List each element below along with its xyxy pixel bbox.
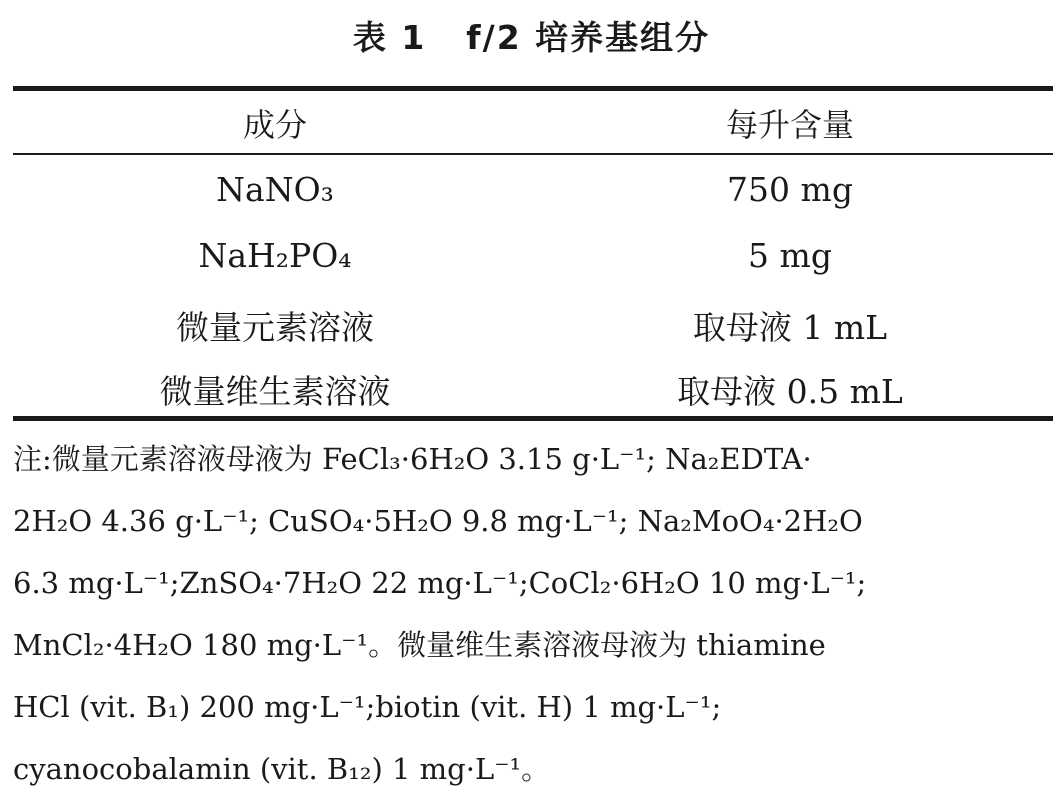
row-amount: 取母液 0.5 mL <box>677 372 903 411</box>
table-note <box>13 428 1053 800</box>
table-number: 表 1 <box>352 18 427 57</box>
note-line: MnCl₂·4H₂O 180 mg·L⁻¹。微量维生素溶液母液为 thiamine <box>13 628 826 662</box>
note-line: HCl (vit. B₁) 200 mg·L⁻¹;biotin (vit. H) 1 mg·L⁻¹; <box>13 690 722 724</box>
note-line: cyanocobalamin (vit. B₁₂) 1 mg·L⁻¹。 <box>13 752 551 786</box>
row-component: 微量元素溶液 <box>176 308 374 347</box>
row-component: NaNO₃ <box>216 170 334 209</box>
row-amount: 取母液 1 mL <box>692 308 888 347</box>
top-rule <box>13 86 1053 91</box>
bottom-rule <box>13 416 1053 421</box>
row-amount: 750 mg <box>727 170 853 209</box>
row-component: NaH₂PO₄ <box>198 236 352 275</box>
header-component: 成分 <box>242 106 307 144</box>
note-line: 注:微量元素溶液母液为 FeCl₃·6H₂O 3.15 g·L⁻¹; Na₂EDTA· <box>13 442 812 476</box>
note-line: 2H₂O 4.36 g·L⁻¹; CuSO₄·5H₂O 9.8 mg·L⁻¹; Na₂MoO₄·2H₂O <box>13 504 863 538</box>
table-caption: f/2 培养基组分 <box>466 18 711 57</box>
table-title <box>0 12 1063 59</box>
note-line: 6.3 mg·L⁻¹;ZnSO₄·7H₂O 22 mg·L⁻¹;CoCl₂·6H₂O 10 mg·L⁻¹; <box>13 566 867 600</box>
header-amount: 每升含量 <box>725 106 854 144</box>
row-amount: 5 mg <box>748 236 832 275</box>
row-component: 微量维生素溶液 <box>159 372 391 411</box>
header-rule <box>13 153 1053 155</box>
